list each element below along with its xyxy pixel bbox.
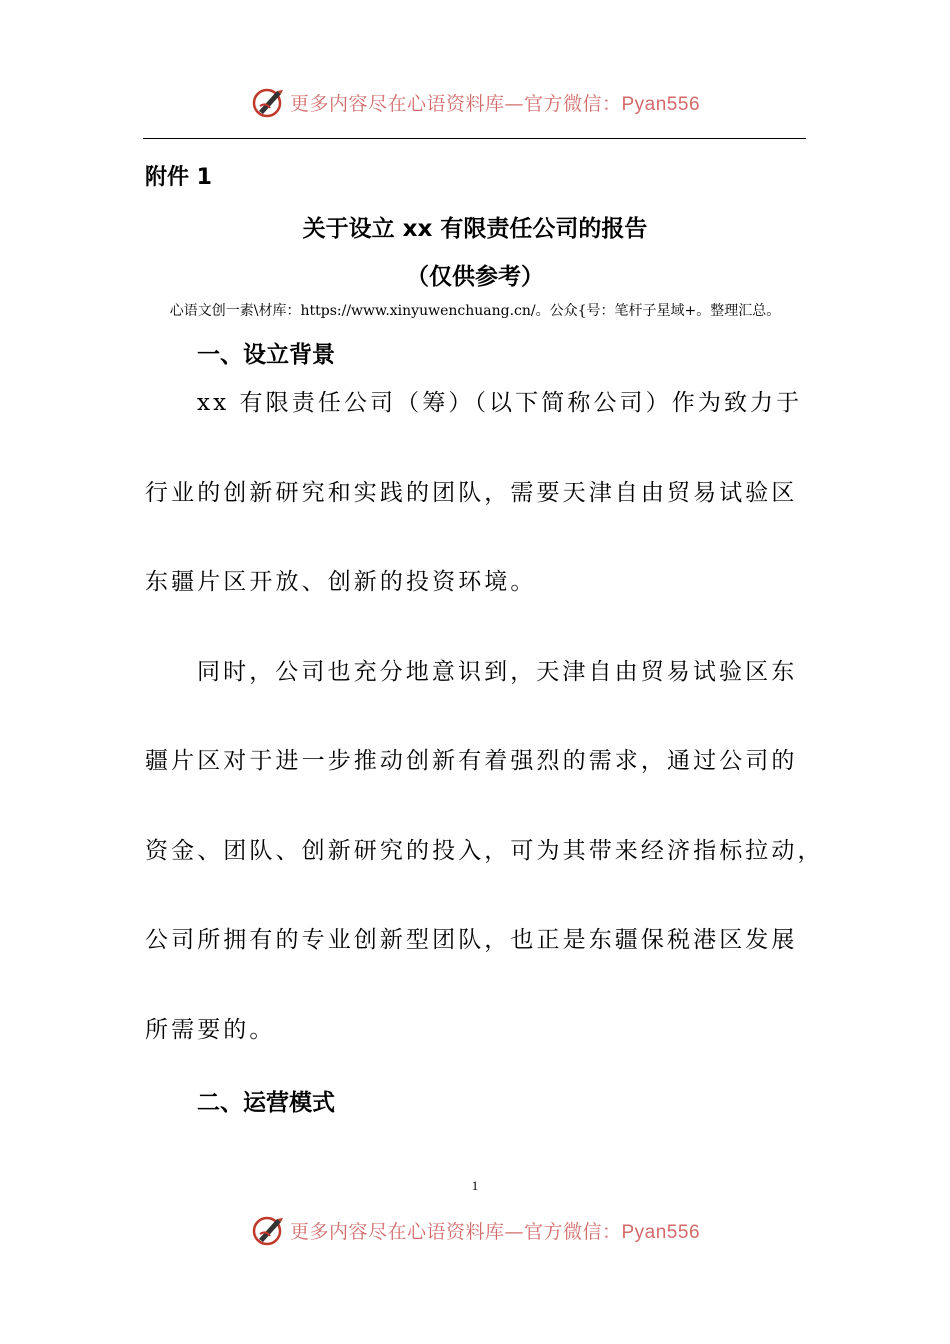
header-divider (143, 138, 806, 139)
body-line: xx 有限责任公司（筹）（以下简称公司）作为致力于 (197, 390, 803, 416)
source-line: 心语文创一素\材库：https://www.xinyuwenchuang.cn/。公众{号：笔杆子星域+。整理汇总。 (169, 303, 781, 319)
attachment-label: 附件 1 (145, 165, 212, 190)
document-title: 关于设立 xx 有限责任公司的报告 (302, 216, 648, 242)
body-line: 所需要的。 (145, 1017, 276, 1043)
section-heading-1: 一、设立背景 (197, 342, 335, 368)
footer-banner (0, 1208, 950, 1252)
body-line: 公司所拥有的专业创新型团队，也正是东疆保税港区发展 (145, 927, 798, 953)
banner-text: 更多内容尽在心语资料库—官方微信：Pyan556 (289, 1220, 701, 1243)
body-line: 东疆片区开放、创新的投资环境。 (145, 569, 537, 595)
header-banner (0, 80, 950, 124)
body-line: 行业的创新研究和实践的团队，需要天津自由贸易试验区 (145, 480, 798, 506)
pen-logo-icon (250, 1212, 286, 1248)
banner-text: 更多内容尽在心语资料库—官方微信：Pyan556 (289, 92, 701, 115)
document-subtitle: （仅供参考） (406, 264, 544, 290)
body-line: 同时，公司也充分地意识到，天津自由贸易试验区东 (197, 659, 798, 685)
body-line: 疆片区对于进一步推动创新有着强烈的需求，通过公司的 (145, 748, 798, 774)
section-heading-2: 二、运营模式 (197, 1090, 335, 1116)
body-line: 资金、团队、创新研究的投入，可为其带来经济指标拉动， (145, 838, 824, 864)
pen-logo-icon (250, 84, 286, 120)
page-number: 1 (471, 1178, 479, 1193)
